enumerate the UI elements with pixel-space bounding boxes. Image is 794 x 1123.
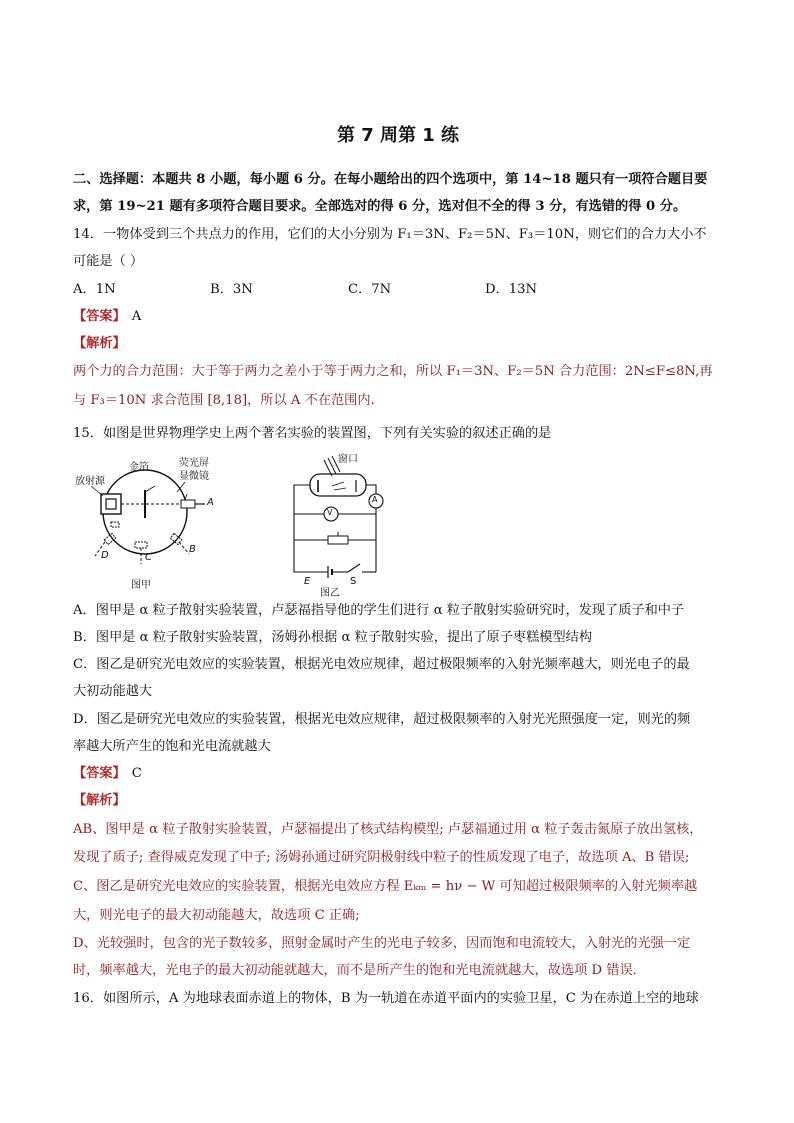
label-position-a: A	[207, 497, 214, 508]
q15-answer-row	[73, 765, 733, 783]
label-position-d: D	[101, 550, 109, 561]
label-position-c: C	[145, 552, 152, 563]
q14-analysis-line-2: 与 F₃＝10N 求合范围 [8,18]，所以 A 不在范围内.	[73, 393, 375, 408]
q15-option-c-line-2: 大初动能越大	[73, 684, 153, 699]
q14-analysis-tag: 【解析】	[73, 336, 126, 351]
label-microscope: 显微镜	[179, 471, 209, 482]
page-title: 第 7 周第 1 练	[336, 125, 460, 146]
label-ammeter: A	[372, 495, 378, 504]
q15-analysis-line-2: 发现了质子; 查得威克发现了中子; 汤姆孙通过研究阴极射线中粒子的性质发现了电子，故选项 A、B 错误;	[73, 850, 690, 865]
q15-analysis-tag: 【解析】	[73, 793, 126, 808]
section-instructions-line-2: 求，第 19~21 题有多项符合题目要求。全部选对的得 6 分，选对但不全的得 3 分，有选错的得 0 分。	[73, 199, 687, 214]
figure-photoelectric-svg	[288, 452, 388, 592]
q14-analysis-line-1: 两个力的合力范围：大于等于两力之差小于等于两力之和，所以 F₁＝3N、F₂＝5N 合力范围：2N≤F≤8N,再	[73, 364, 713, 379]
q15-option-d-line-2: 率越大所产生的饱和光电流就越大	[73, 739, 271, 754]
q14-answer-value: A	[131, 309, 142, 324]
q15-analysis-line-5: D、光较强时，包含的光子数较多，照射金属时产生的光电子较多，因而饱和电流较大，入射光的光强一定	[73, 936, 691, 951]
q15-option-a: A．图甲是 α 粒子散射实验装置，卢瑟福指导他的学生们进行 α 粒子散射实验研究时，发现了质子和中子	[73, 603, 685, 618]
figure-photoelectric	[288, 452, 388, 599]
label-position-b: B	[189, 544, 196, 555]
q15-option-b: B．图甲是 α 粒子散射实验装置，汤姆孙根据 α 粒子散射实验，提出了原子枣糕模型结构	[73, 630, 593, 645]
label-battery-e: E	[304, 576, 311, 587]
q15-analysis-line-4: 大，则光电子的最大初动能越大，故选项 C 正确;	[73, 908, 360, 923]
q14-option-c: C．7N	[348, 282, 392, 297]
q15-option-d-line-1: D．图乙是研究光电效应的实验装置，根据光电效应规律，超过极限频率的入射光光照强度一定，则光的频	[73, 712, 691, 727]
q14-stem-line-2: 可能是（ ）	[73, 254, 144, 269]
q15-stem: 15．如图是世界物理学史上两个著名实验的装置图，下列有关实验的叙述正确的是	[73, 426, 552, 441]
q14-option-a: A．1N	[73, 282, 116, 297]
answer-tag: 【答案】	[73, 766, 126, 781]
q14-stem-line-1: 14．一物体受到三个共点力的作用，它们的大小分别为 F₁＝3N、F₂＝5N、F₃＝10N，则它们的合力大小不	[73, 227, 707, 242]
q15-option-c-line-1: C．图乙是研究光电效应的实验装置，根据光电效应规律，超过极限频率的入射光频率越大，则光电子的最	[73, 657, 690, 672]
q14-option-b: B．3N	[210, 282, 253, 297]
figure-rutherford-scattering	[73, 452, 233, 592]
label-window: 窗口	[338, 454, 358, 465]
figure-caption-yi: 图乙	[320, 588, 340, 599]
q15-analysis-line-1: AB、图甲是 α 粒子散射实验装置，卢瑟福提出了核式结构模型; 卢瑟福通过用 α 粒子轰击氮原子放出氢核，	[73, 822, 703, 837]
q15-analysis-line-6: 时，频率越大，光电子的最大初动能就越大，而不是所产生的饱和光电流就越大，故选项 D 错误．	[73, 963, 646, 978]
section-instructions-line-1: 二、选择题：本题共 8 小题，每小题 6 分。在每小题给出的四个选项中，第 14~18 题只有一项符合题目要	[73, 172, 708, 187]
q14-answer-row	[73, 308, 733, 326]
q16-stem: 16．如图所示，A 为地球表面赤道上的物体，B 为一轨道在赤道平面内的实验卫星，C 为在赤道上空的地球	[73, 991, 699, 1006]
figure-caption-jia: 图甲	[131, 580, 151, 591]
label-switch-s: S	[350, 576, 357, 587]
answer-tag: 【答案】	[73, 309, 126, 324]
q15-answer-value: C	[131, 766, 142, 781]
q15-analysis-line-3: C、图乙是研究光电效应的实验装置，根据光电效应方程 Eₖₘ = hν − W 可知超过极限频率的入射光频率越	[73, 879, 698, 894]
q14-option-d: D．13N	[485, 282, 538, 297]
label-fluorescent-screen: 荧光屏	[179, 458, 209, 469]
label-gold-foil: 金箔	[129, 462, 149, 473]
label-radiation-source: 放射源	[75, 476, 105, 487]
label-voltmeter: V	[327, 508, 333, 517]
